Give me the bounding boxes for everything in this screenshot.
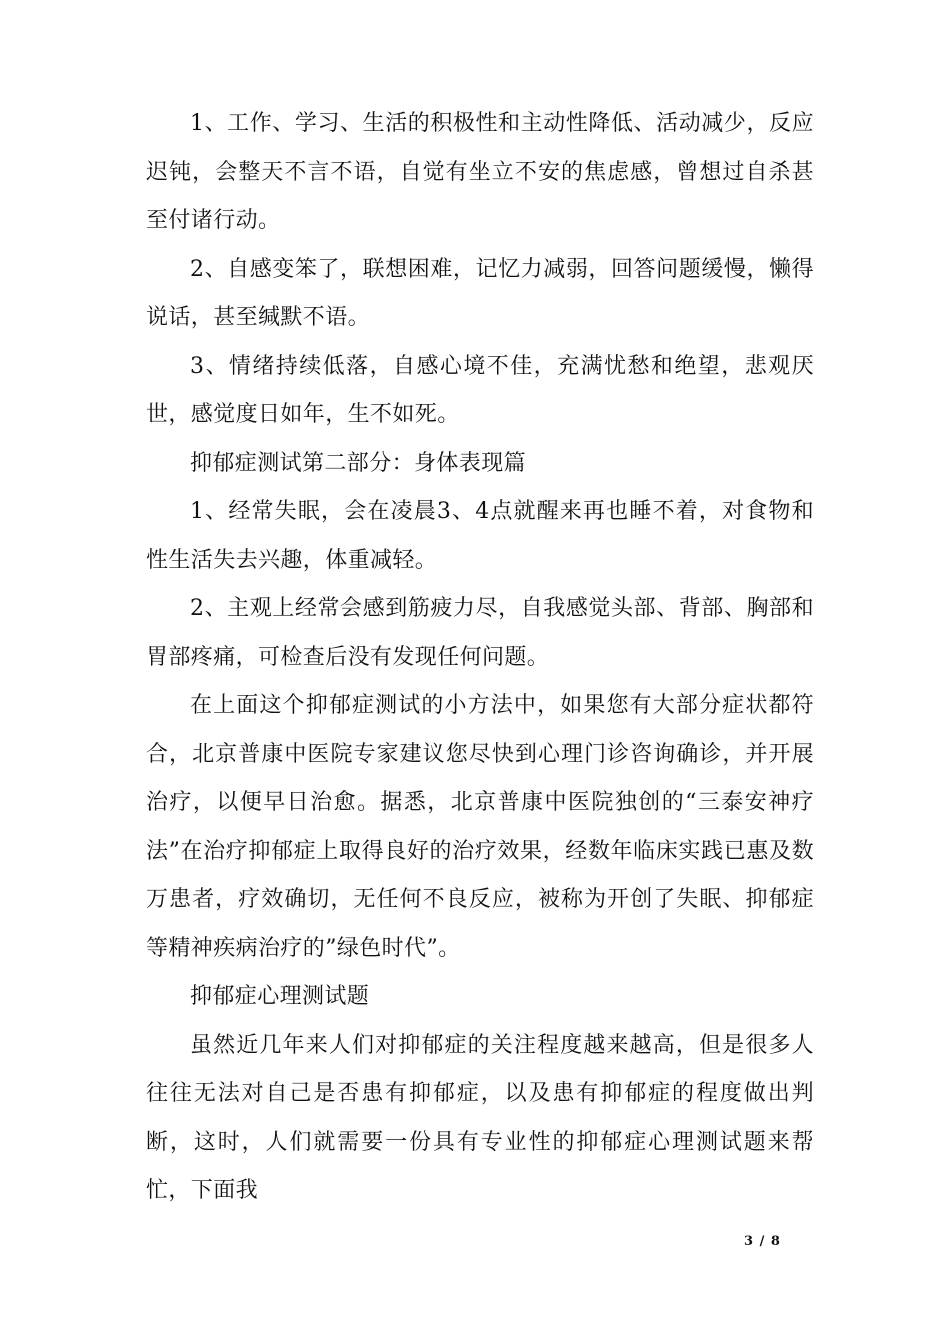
page-number: 3 / 8 <box>744 1234 781 1249</box>
document-body <box>146 100 814 1216</box>
paragraph-intro-test: 虽然近几年来人们对抑郁症的关注程度越来越高，但是很多人往往无法对自己是否患有抑郁症，以及患有抑郁症的程度做出判断，这时，人们就需要一份具有专业性的抑郁症心理测试题来帮忙，下面我 <box>146 1032 814 1203</box>
section-heading-physical: 抑郁症测试第二部分：身体表现篇 <box>190 450 527 476</box>
paragraph-symptom-2: 2、自感变笨了，联想困难，记忆力减弱，回答问题缓慢，懒得说话，甚至缄默不语。 <box>146 256 814 330</box>
paragraph-symptom-3: 3、情绪持续低落，自感心境不佳，充满忧愁和绝望，悲观厌世，感觉度日如年，生不如死。 <box>146 353 814 427</box>
paragraph-symptom-1: 1、工作、学习、生活的积极性和主动性降低、活动减少，反应迟钝，会整天不言不语，自觉有坐立不安的焦虑感，曾想过自杀甚至付诸行动。 <box>146 111 814 233</box>
paragraph-physical-2: 2、主观上经常会感到筋疲力尽，自我感觉头部、背部、胸部和胃部疼痛，可检查后没有发现任何问题。 <box>146 596 814 670</box>
paragraph-advice: 在上面这个抑郁症测试的小方法中，如果您有大部分症状都符合，北京普康中医院专家建议您尽快到心理门诊咨询确诊，并开展治疗，以便早日治愈。据悉，北京普康中医院独创的“三泰安神疗法”在治疗抑郁症上取得良好的治疗效果，经数年临床实践已惠及数万患者，疗效确切，无任何不良反应，被称为开创了失眠、抑郁症等精神疾病治疗的”绿色时代”。 <box>146 693 814 961</box>
section-heading-test: 抑郁症心理测试题 <box>190 984 370 1009</box>
paragraph-physical-1: 1、经常失眠，会在凌晨3、4点就醒来再也睡不着，对食物和性生活失去兴趣，体重减轻。 <box>146 499 814 573</box>
